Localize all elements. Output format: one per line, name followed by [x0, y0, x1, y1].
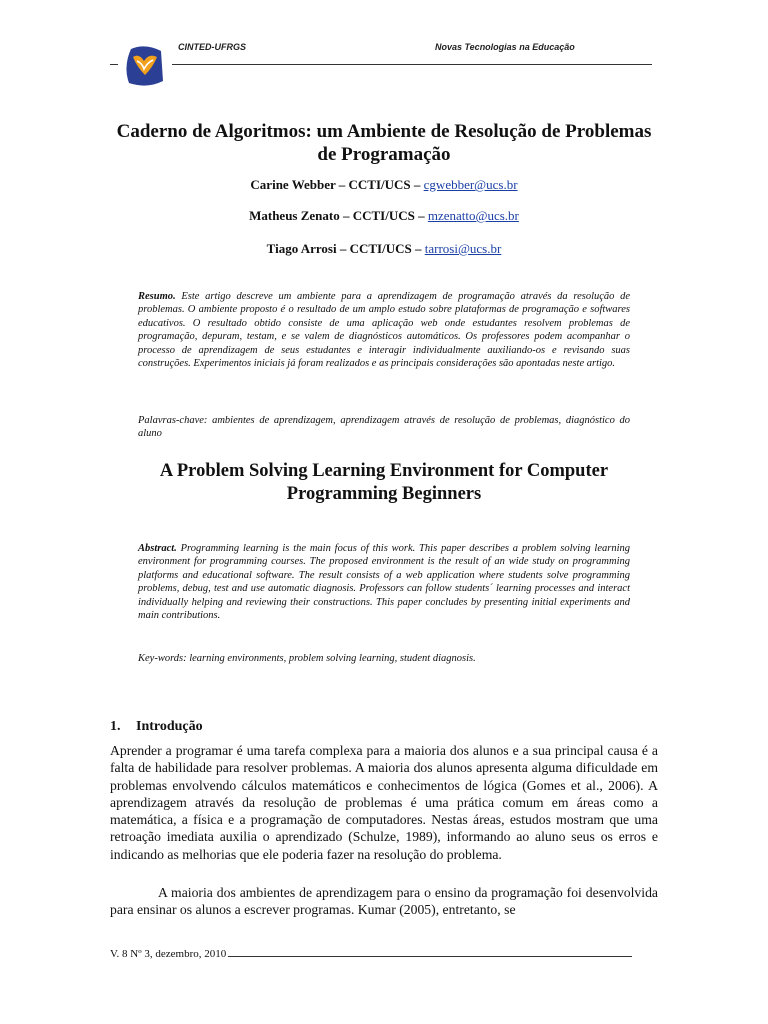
section-heading	[110, 719, 203, 735]
author-line	[110, 177, 658, 193]
palavras-chave: Palavras-chave: ambientes de aprendizagem, aprendizagem através de resolução de problemas, diagnóstico do aluno	[138, 415, 630, 440]
resumo-label: Resumo.	[138, 291, 176, 302]
author-email-link[interactable]: mzenatto@ucs.br	[427, 208, 519, 223]
author-email-link[interactable]: cgwebber@ucs.br	[423, 177, 518, 192]
author-name: Tiago Arrosi – CCTI/UCS –	[266, 241, 425, 256]
keywords: Key-words: learning environments, problem solving learning, student diagnosis.	[138, 653, 476, 664]
header-left-text: CINTED-UFRGS	[178, 42, 246, 52]
footer-text: V. 8 Nº 3, dezembro, 2010	[110, 948, 227, 960]
paper-title-pt: Caderno de Algoritmos: um Ambiente de Resolução de Problemas de Programação	[116, 121, 652, 165]
resumo-text: Este artigo descreve um ambiente para a aprendizagem de programação através da resolução de problemas. O ambiente proposto é o resultado de um amplo estudo sobre plataformas de programação e softwares educativos. O resultado obtido consiste de uma aplicação web onde estudantes resolvem problemas de programação, depuram, testam, e se valem de diagnósticos automáticos. Os professores podem acompanhar o processo de aprendizagem de seus estudantes e interagir individualmente auxiliando-os e revisando suas construções. Experimentos iniciais já foram realizados e as principais considerações são apontadas neste artigo.	[138, 291, 630, 370]
page-footer	[110, 948, 658, 960]
paper-title-en: A Problem Solving Learning Environment for Computer Programming Beginners	[159, 461, 609, 504]
abstract-paragraph	[138, 542, 630, 622]
author-name: Carine Webber – CCTI/UCS –	[250, 177, 424, 192]
author-name: Matheus Zenato – CCTI/UCS –	[249, 208, 428, 223]
footer-rule	[228, 956, 632, 957]
resumo-paragraph	[138, 290, 630, 370]
cinted-logo-icon	[123, 45, 167, 87]
abstract-text: Programming learning is the main focus of this work. This paper describes a problem solving learning environment for programming courses. The proposed environment is the result of an wide study on programming platforms and educational software. The result consists of a web application where students solve programming problems, debug, test and use automatic diagnosis. Professors can follow students´ learning processes and interact individually helping and reviewing their constructions. This paper concludes by presenting initial experiments and main contributions.	[138, 543, 630, 622]
author-line	[110, 241, 658, 257]
header-rule-left	[110, 64, 118, 65]
header-right-text: Novas Tecnologias na Educação	[435, 42, 575, 52]
abstract-label: Abstract.	[138, 543, 177, 554]
section-number: 1.	[110, 719, 121, 734]
body-paragraph-2: A maioria dos ambientes de aprendizagem para o ensino da programação foi desenvolvida para ensinar os alunos a escrever programas. Kumar (2005), entretanto, se	[110, 885, 658, 918]
author-email-link[interactable]: tarrosi@ucs.br	[424, 241, 502, 256]
body-paragraph-1: Aprender a programar é uma tarefa complexa para a maioria dos alunos e a sua principal causa é a falta de habilidade para resolver problemas. A maioria dos alunos apresenta alguma dificuldade em problemas envolvendo cálculos matemáticos e conhecimentos de lógica (Gomes et al., 2006). A aprendizagem através da resolução de problemas é uma prática comum em áreas como a matemática, a física e a programação de computadores. Nestas áreas, estudos mostram que uma retroação imediata auxilia o aprendizado (Schulze, 1989), informando ao aluno seus os erros e indicando as melhorias que ele poderia fazer na resolução do problema.	[110, 743, 658, 862]
section-title: Introdução	[136, 719, 203, 734]
header-rule	[172, 64, 652, 65]
page-header	[110, 38, 652, 68]
author-line	[110, 208, 658, 224]
